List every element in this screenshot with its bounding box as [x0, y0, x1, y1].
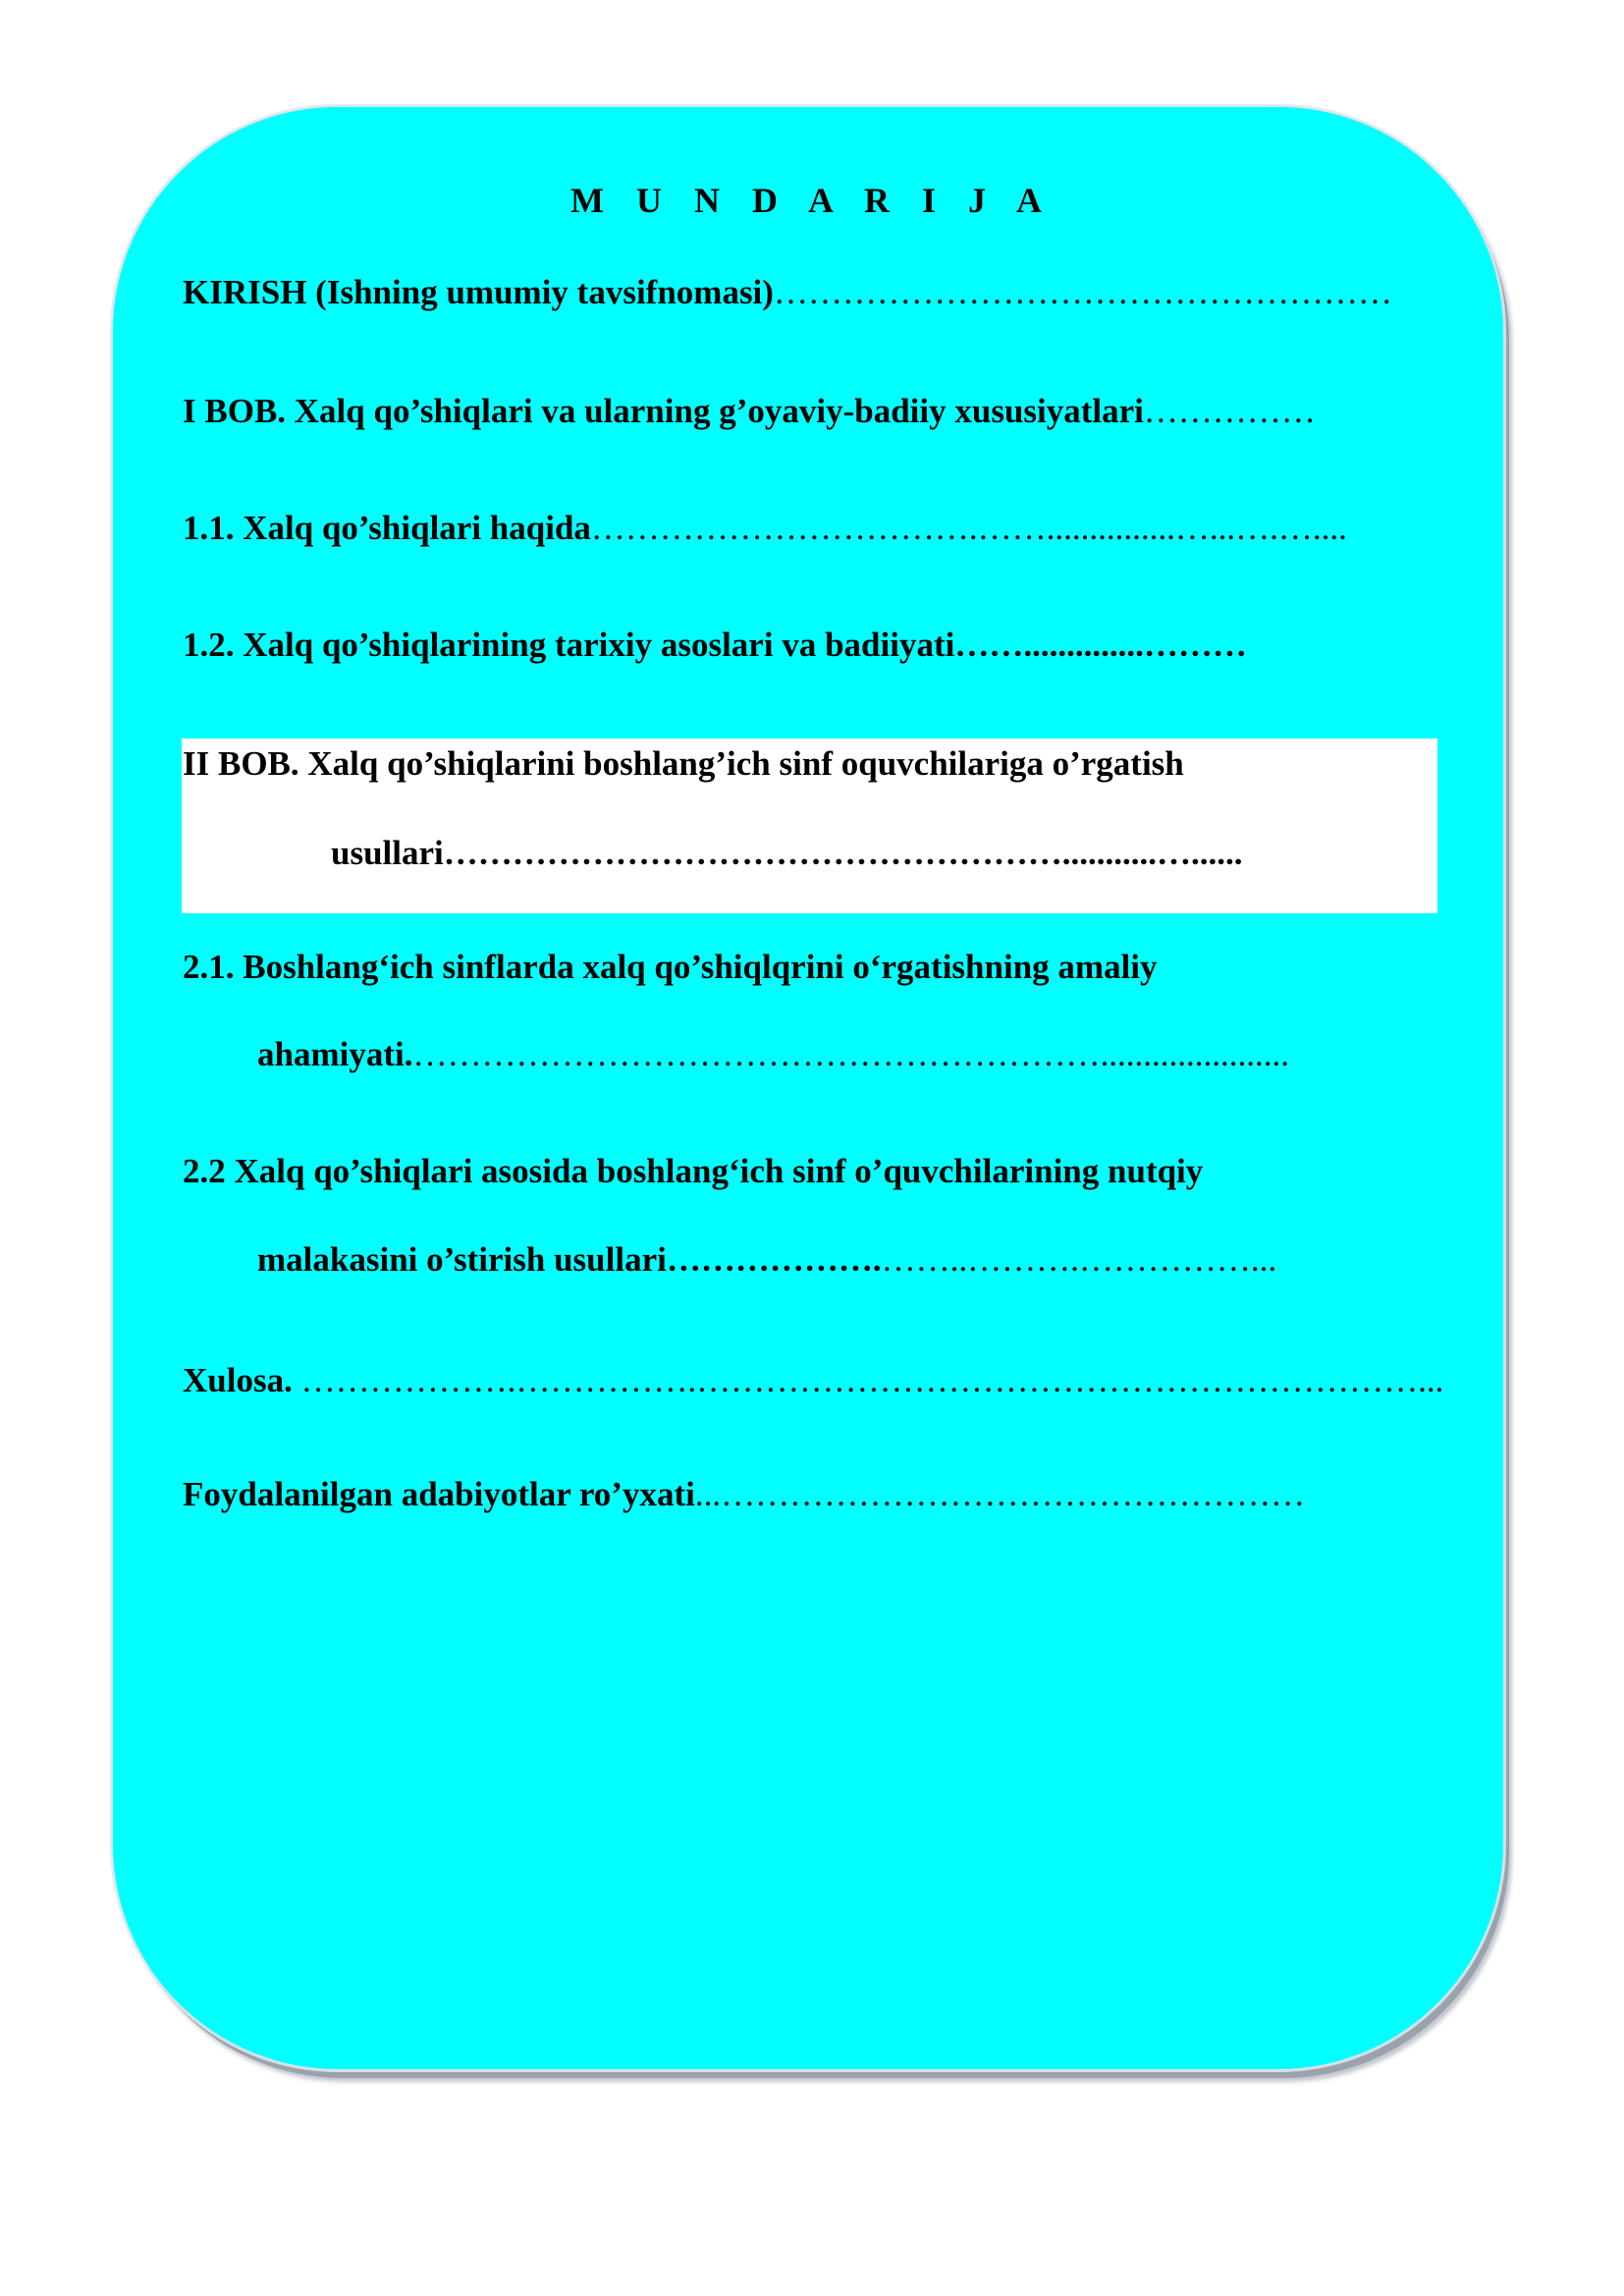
toc-entry-chapter-2: [183, 742, 1184, 786]
toc-leader-dots: ……………………………………………………......................: [412, 1035, 1289, 1073]
toc-entry-conclusion: [183, 1359, 1443, 1402]
toc-leader-dots: ……..……….……………...: [881, 1240, 1277, 1279]
toc-entry-label: 2.2 Xalq qo’shiqlari asosida boshlang‘ich sinf o’quvchilarining nutqiy: [183, 1152, 1204, 1190]
toc-leader-dots: …………………………….……...............…...….…....: [590, 509, 1347, 547]
toc-entry-references: [183, 1473, 1305, 1516]
toc-entry-label: Xulosa.: [183, 1361, 293, 1399]
toc-entry-section-2-2-continuation: [257, 1238, 1276, 1282]
toc-leader-dots: ...……………………………………………: [694, 1475, 1306, 1513]
toc-entry-section-1-2: [183, 624, 1247, 667]
toc-entry-label: Foydalanilgan adabiyotlar ro’yxati: [183, 1475, 695, 1513]
toc-leader-dots: ……………….…………….………………………………………………………...: [292, 1361, 1444, 1399]
toc-entry-chapter-1: [183, 390, 1316, 433]
toc-entry-label: 2.1. Boshlang‘ich sinflarda xalq qo’shiqlqrini o‘rgatishning amaliy: [183, 948, 1158, 986]
toc-entry-continuation: usullari: [331, 834, 444, 872]
toc-entry-section-2-2: [183, 1150, 1203, 1193]
toc-entry-label: II BOB. Xalq qo’shiqlarini boshlang’ich sinf oquvchilariga o’rgatish: [183, 744, 1184, 783]
toc-entry-continuation: ahamiyati.: [257, 1035, 413, 1073]
toc-entry-label: I BOB. Xalq qo’shiqlari va ularning g’oyaviy-badiiy xususiyatlari: [183, 392, 1144, 430]
toc-leader-dots: ……..............………: [954, 626, 1247, 664]
page-title: M U N D A R I J A: [569, 181, 1055, 220]
toc-entry-continuation: malakasini o’stirish usullari: [257, 1240, 667, 1279]
toc-leader-dots: ………………………………………………...........…......: [443, 834, 1243, 872]
toc-entry-section-2-1-continuation: [257, 1033, 1289, 1076]
toc-entry-label: 1.2. Xalq qo’shiqlarining tarixiy asoslari va badiiyati: [183, 626, 955, 664]
toc-entry-label: KIRISH (Ishning umumiy tavsifnomasi): [183, 273, 774, 311]
toc-entry-section-1-1: [183, 507, 1347, 550]
toc-entry-label: 1.1. Xalq qo’shiqlari haqida: [183, 509, 591, 547]
toc-entry-introduction: [183, 271, 1392, 314]
toc-leader-dots: ………………………………………………: [773, 273, 1392, 311]
toc-entry-chapter-2-continuation: [331, 832, 1243, 875]
toc-leader-dots-bold: ……………….: [666, 1240, 882, 1279]
toc-entry-section-2-1: [183, 946, 1158, 989]
toc-leader-dots: ……………: [1143, 392, 1316, 430]
